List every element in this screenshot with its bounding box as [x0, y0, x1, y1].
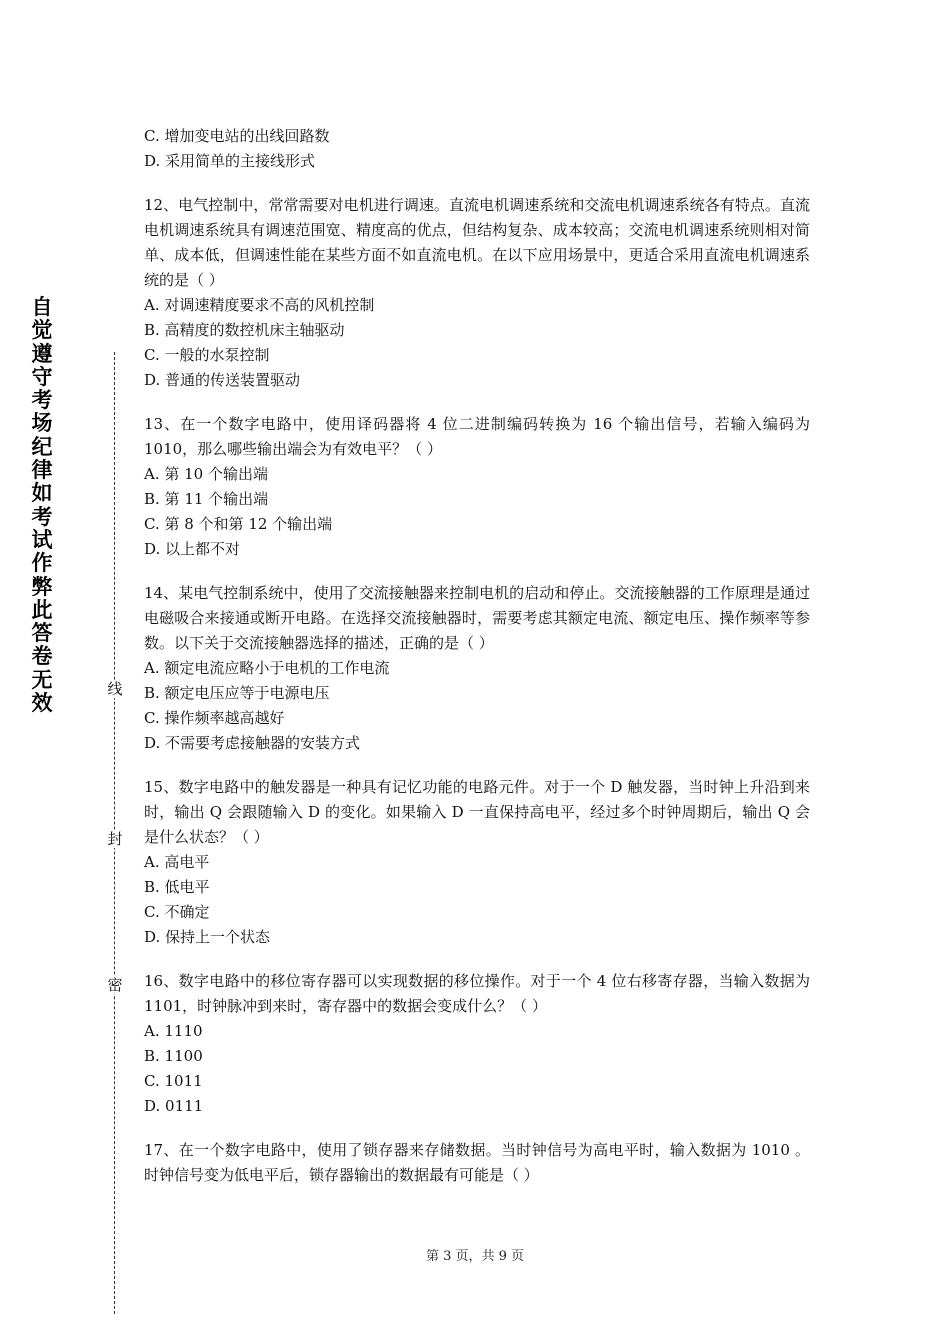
option: A. 高电平 — [144, 853, 210, 871]
option: D. 普通的传送装置驱动 — [144, 371, 301, 389]
option: C. 增加变电站的出线回路数 — [144, 127, 330, 145]
question-stem: 15、数字电路中的触发器是一种具有记忆功能的电路元件。对于一个 D 触发器，当时钟上升沿到来时，输出 Q 会跟随输入 D 的变化。如果输入 D 一直保持高电平，经过多个时钟周期后，输出 Q 会是什么状态？（ ） — [144, 778, 810, 846]
question-15 — [144, 775, 810, 950]
question-stem: 13、在一个数字电路中，使用译码器将 4 位二进制编码转换为 16 个输出信号，若输入编码为 1010，那么哪些输出端会为有效电平？（ ） — [144, 415, 810, 458]
option: C. 第 8 个和第 12 个输出端 — [144, 515, 333, 533]
option: B. 高精度的数控机床主轴驱动 — [144, 321, 345, 339]
question-stem: 14、某电气控制系统中，使用了交流接触器来控制电机的启动和停止。交流接触器的工作原理是通过电磁吸合来接通或断开电路。在选择交流接触器时，需要考虑其额定电流、额定电压、操作频率等参数。以下关于交流接触器选择的描述，正确的是（ ） — [144, 584, 810, 652]
option: A. 第 10 个输出端 — [144, 465, 268, 483]
question-stem: 17、在一个数字电路中，使用了锁存器来存储数据。当时钟信号为高电平时，输入数据为 1010 。时钟信号变为低电平后，锁存器输出的数据最有可能是（ ） — [144, 1141, 810, 1184]
option: B. 1100 — [144, 1047, 203, 1065]
option: A. 对调速精度要求不高的风机控制 — [144, 296, 375, 314]
page-footer: 第 3 页，共 9 页 — [425, 1249, 525, 1264]
option: D. 以上都不对 — [144, 540, 241, 558]
question-14 — [144, 581, 810, 756]
option: D. 0111 — [144, 1097, 204, 1115]
option: D. 不需要考虑接触器的安装方式 — [144, 734, 361, 752]
option: D. 采用简单的主接线形式 — [144, 152, 316, 170]
question-stem: 16、数字电路中的移位寄存器可以实现数据的移位操作。对于一个 4 位右移寄存器，当输入数据为 1101，时钟脉冲到来时，寄存器中的数据会变成什么？（ ） — [144, 972, 810, 1015]
option: B. 第 11 个输出端 — [144, 490, 269, 508]
question-17 — [144, 1138, 810, 1188]
option: C. 不确定 — [144, 903, 210, 921]
option: D. 保持上一个状态 — [144, 928, 271, 946]
seal-label-line: 线 — [107, 680, 123, 698]
exam-content — [144, 124, 810, 1188]
option: C. 操作频率越高越好 — [144, 709, 285, 727]
option: C. 一般的水泵控制 — [144, 346, 270, 364]
option: A. 额定电流应略小于电机的工作电流 — [144, 659, 390, 677]
option: C. 1011 — [144, 1072, 203, 1090]
option: B. 低电平 — [144, 878, 210, 896]
seal-label-seal: 封 — [107, 830, 123, 848]
seal-label-secret: 密 — [107, 976, 123, 994]
option: A. 1110 — [144, 1022, 203, 1040]
question-13 — [144, 412, 810, 562]
question-16 — [144, 969, 810, 1119]
question-stem: 12、电气控制中，常常需要对电机进行调速。直流电机调速系统和交流电机调速系统各有特点。直流电机调速系统具有调速范围宽、精度高的优点，但结构复杂、成本较高；交流电机调速系统则相对简单、成本低，但调速性能在某些方面不如直流电机。在以下应用场景中，更适合采用直流电机调速系统的是（ ） — [144, 196, 810, 289]
option: B. 额定电压应等于电源电压 — [144, 684, 330, 702]
question-12 — [144, 193, 810, 393]
margin-warning: 自觉遵守考场纪律如考试作弊此答卷无效 — [31, 295, 53, 716]
